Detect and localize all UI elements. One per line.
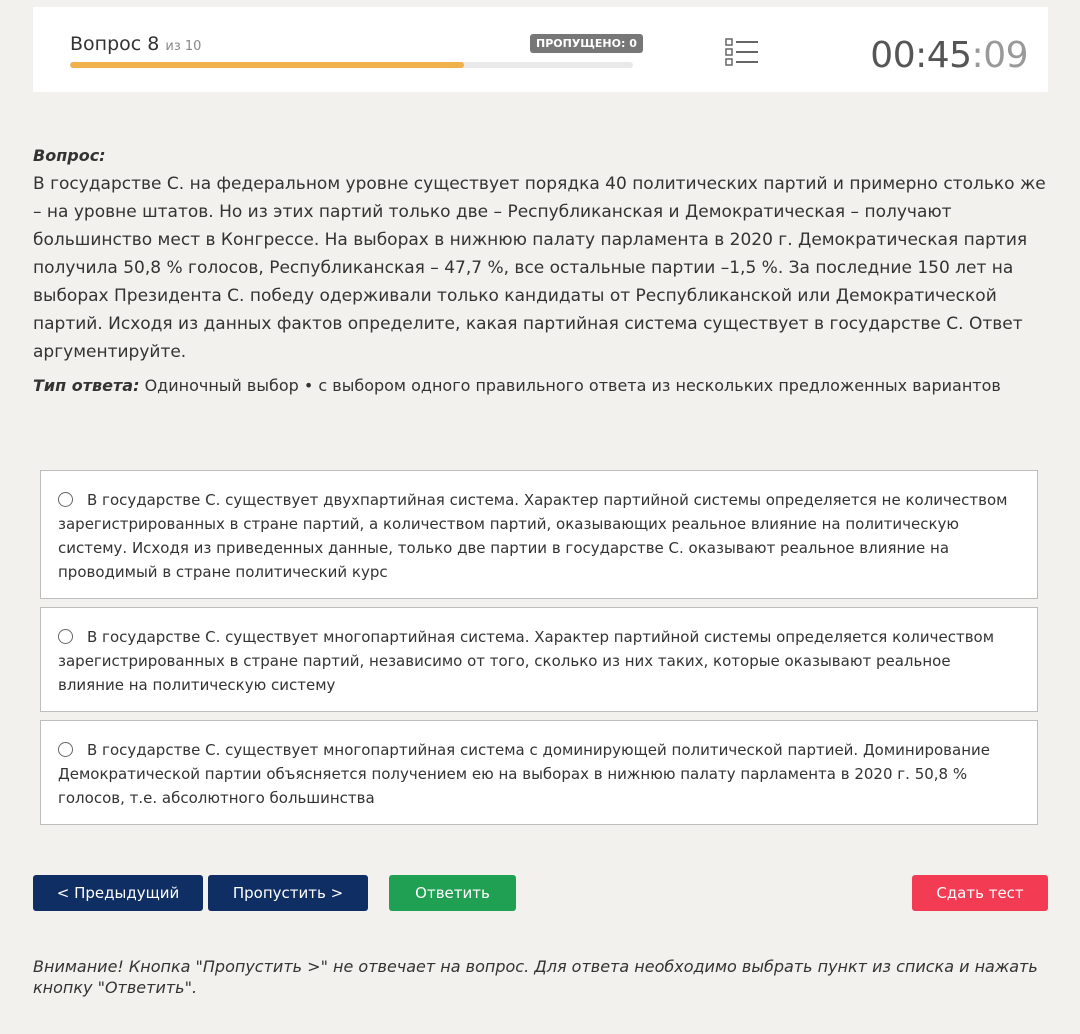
list-icon[interactable] [725,37,759,71]
option-text: В государстве С. существует многопартийная система с доминирующей политической партией. Доминирование Демократической партии объясняется получением ею на выборах в нижнюю палату парламента в 2020 г. 50,8 % голосов, т.е. абсолютного большинства [58,741,990,807]
answer-button[interactable]: Ответить [389,875,516,911]
timer [870,35,1028,76]
radio-button[interactable] [58,742,73,757]
answer-type-value: Одиночный выбор • с выбором одного правильного ответа из нескольких предложенных вариантов [144,376,1001,395]
timer-main: 00:45 [870,35,972,76]
question-counter [70,33,201,55]
question-total: из 10 [165,39,202,54]
warning-note: Внимание! Кнопка "Пропустить >" не отвечает на вопрос. Для ответа необходимо выбрать пункт из списка и нажать кнопку "Ответить". [33,957,1038,997]
answer-option-3[interactable] [40,720,1038,825]
answer-type-label: Тип ответа: [33,376,140,395]
question-number: Вопрос 8 [70,33,160,55]
answer-option-1[interactable] [40,470,1038,599]
previous-button[interactable]: < Предыдущий [33,875,203,911]
answer-option-2[interactable] [40,607,1038,712]
top-bar [33,7,1048,92]
radio-button[interactable] [58,629,73,644]
question-text: В государстве С. на федеральном уровне существует порядка 40 политических партий и примерно столько же – на уровне штатов. Но из этих партий только две – Республиканская и Демократическая – получают большинство мест в Конгрессе. На выборах в нижнюю палату парламента в 2020 г. Демократическая партия получила 50,8 % голосов, Республиканская – 47,7 %, все остальные партии –1,5 %. За последние 150 лет на выборах Президента С. победу одерживали только кандидаты от Республиканской или Демократической партий. Исходя из данных фактов определите, какая партийная система существует в государстве С. Ответ аргументируйте. [33,174,1046,362]
radio-button[interactable] [58,492,73,507]
progress-bar [70,62,633,68]
answer-type [33,376,1048,395]
finish-test-button[interactable]: Сдать тест [912,875,1048,911]
option-text: В государстве С. существует двухпартийная система. Характер партийной системы определяется не количеством зарегистрированных в стране партий, а количеством партий, оказывающих реальное влияние на политическую систему. Исходя из приведенных данные, только две партии в государстве С. оказывают реальное влияние на проводимый в стране политический курс [58,491,1008,581]
timer-colon: : [971,35,984,76]
skip-button[interactable]: Пропустить > [208,875,368,911]
progress-bar-fill [70,62,464,68]
skipped-badge: ПРОПУЩЕНО: 0 [530,34,643,53]
question-label: Вопрос: [33,146,106,165]
timer-seconds-fraction: 09 [983,35,1028,76]
option-text: В государстве С. существует многопартийная система. Характер партийной системы определяется количеством зарегистрированных в стране партий, независимо от того, сколько из них таких, которые оказывают реальное влияние на политическую систему [58,628,995,694]
